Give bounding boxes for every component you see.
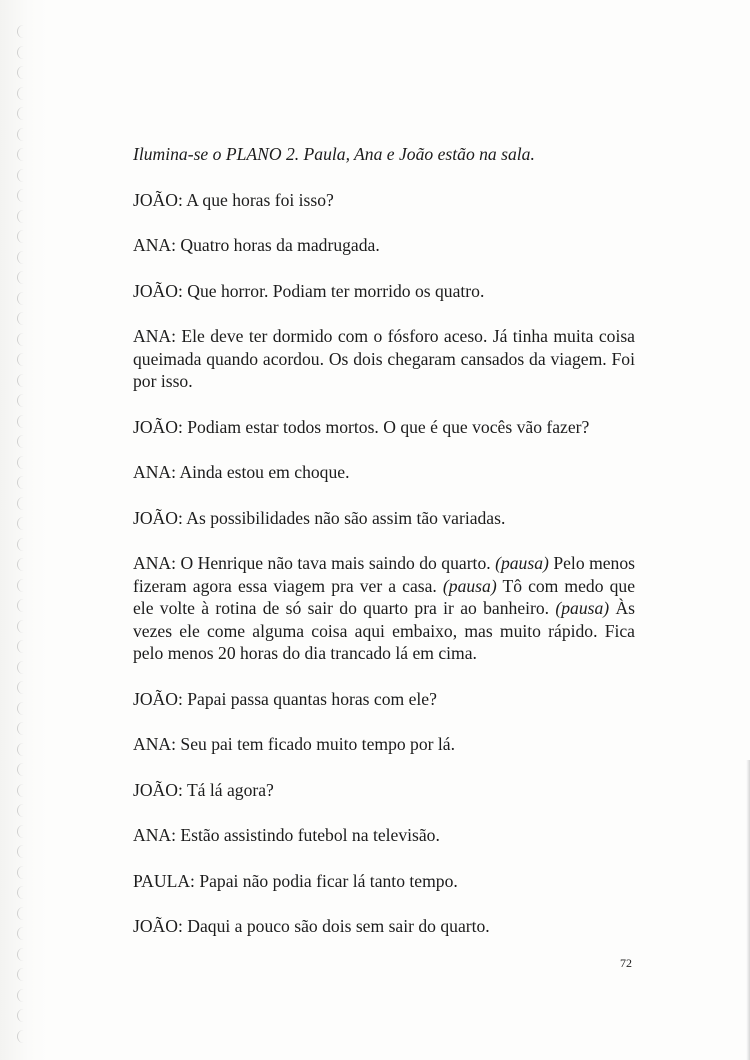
speaker-name: JOÃO:: [133, 189, 183, 210]
dialogue-line: [133, 733, 635, 756]
dialogue-line: [133, 552, 635, 665]
speaker-name: PAULA:: [133, 870, 195, 891]
binding-hole-mark: [17, 333, 27, 346]
speech-text: Tô com medo que ele volte à rotina de só sair do quarto pra ir ao banheiro.: [133, 575, 636, 618]
binding-hole-mark: [17, 538, 27, 551]
binding-hole-mark: [17, 968, 27, 981]
binding-hole-mark: [17, 743, 27, 756]
speaker-name: ANA:: [133, 553, 177, 573]
speaker-name: ANA:: [133, 235, 177, 255]
speech-text: Que horror. Podiam ter morrido os quatro.: [182, 280, 485, 301]
binding-margin: [0, 0, 48, 1060]
dialogue-line: [133, 416, 635, 439]
binding-hole-mark: [17, 517, 27, 530]
pause-direction: (pausa): [495, 553, 549, 573]
binding-hole-mark: [17, 230, 27, 243]
binding-hole-mark: [17, 25, 27, 38]
binding-hole-mark: [17, 620, 27, 633]
dialogue-line: [133, 870, 635, 893]
binding-hole-mark: [17, 886, 27, 899]
dialogue-line: [133, 234, 635, 257]
speech-text: Tá lá agora?: [182, 779, 274, 800]
dialogue-line: [133, 779, 635, 802]
speaker-name: ANA:: [133, 462, 177, 482]
dialogue-line: [133, 824, 635, 847]
binding-hole-mark: [17, 558, 27, 571]
binding-hole-mark: [17, 845, 27, 858]
speaker-name: JOÃO:: [133, 779, 183, 800]
speech-text: Às vezes ele come alguma coisa aqui embaixo, mas muito rápido. Fica pelo menos 20 horas do dia trancado lá em cima.: [133, 598, 635, 663]
dialogue-line: [133, 688, 635, 711]
stage-direction: Ilumina-se o PLANO 2. Paula, Ana e João estão na sala.: [133, 144, 535, 164]
speech-text: O Henrique não tava mais saindo do quarto.: [176, 553, 496, 573]
binding-hole-mark: [17, 989, 27, 1002]
binding-hole-mark: [17, 497, 27, 510]
binding-hole-mark: [17, 292, 27, 305]
speech-text: Papai não podia ficar lá tanto tempo.: [194, 870, 458, 891]
dialogue-list: [133, 189, 635, 938]
script-body: [133, 143, 635, 961]
dialogue-line: [133, 189, 635, 212]
dialogue-line: [133, 280, 635, 303]
speaker-name: ANA:: [133, 326, 177, 346]
binding-hole-mark: [17, 107, 27, 120]
binding-hole-mark: [17, 415, 27, 428]
speaker-name: JOÃO:: [133, 280, 183, 301]
speech-text: Pelo menos fizeram agora essa viagem pra ver a casa.: [133, 553, 636, 596]
speech-text: A que horas foi isso?: [182, 189, 334, 210]
binding-hole-mark: [17, 681, 27, 694]
binding-hole-mark: [17, 476, 27, 489]
binding-hole-mark: [17, 46, 27, 59]
binding-hole-mark: [17, 722, 27, 735]
binding-hole-mark: [17, 661, 27, 674]
binding-hole-mark: [17, 866, 27, 879]
speech-text: Seu pai tem ficado muito tempo por lá.: [176, 734, 456, 754]
binding-hole-mark: [17, 271, 27, 284]
binding-hole-mark: [17, 702, 27, 715]
dialogue-line: [133, 461, 635, 484]
binding-hole-mark: [17, 189, 27, 202]
binding-hole-mark: [17, 825, 27, 838]
page-number: 72: [620, 956, 632, 970]
binding-hole-mark: [17, 251, 27, 264]
binding-hole-mark: [17, 374, 27, 387]
binding-hole-mark: [17, 456, 27, 469]
speaker-name: ANA:: [133, 825, 177, 845]
speech-text: Podiam estar todos mortos. O que é que vocês vão fazer?: [182, 416, 590, 437]
speaker-name: ANA:: [133, 734, 177, 754]
binding-hole-mark: [17, 579, 27, 592]
speech-text: Estão assistindo futebol na televisão.: [176, 825, 440, 845]
binding-hole-mark: [17, 148, 27, 161]
binding-hole-mark: [17, 312, 27, 325]
dialogue-line: [133, 325, 635, 393]
binding-hole-mark: [17, 948, 27, 961]
binding-hole-mark: [17, 763, 27, 776]
pause-direction: (pausa): [555, 598, 610, 618]
binding-hole-mark: [17, 169, 27, 182]
binding-hole-mark: [17, 394, 27, 407]
speech-text: Papai passa quantas horas com ele?: [182, 688, 437, 709]
binding-hole-mark: [17, 128, 27, 141]
pause-direction: (pausa): [442, 575, 497, 596]
binding-hole-mark: [17, 927, 27, 940]
speech-text: Daqui a pouco são dois sem sair do quarto.: [182, 916, 490, 936]
speaker-name: JOÃO:: [133, 507, 183, 528]
binding-hole-mark: [17, 599, 27, 612]
dialogue-line: [133, 507, 635, 530]
speech-text: Ainda estou em choque.: [176, 462, 350, 482]
speaker-name: JOÃO:: [133, 416, 183, 437]
speaker-name: JOÃO:: [133, 916, 183, 936]
binding-hole-mark: [17, 1030, 27, 1043]
speech-text: Ele deve ter dormido com o fósforo aceso. Já tinha muita coisa queimada quando acordou. Os dois chegaram cansados da viagem. Foi por isso.: [133, 326, 635, 391]
binding-hole-mark: [17, 435, 27, 448]
speaker-name: JOÃO:: [133, 688, 183, 709]
binding-hole-mark: [17, 907, 27, 920]
binding-hole-mark: [17, 66, 27, 79]
binding-hole-mark: [17, 87, 27, 100]
binding-hole-mark: [17, 804, 27, 817]
binding-hole-mark: [17, 784, 27, 797]
dialogue-line: [133, 915, 635, 938]
binding-hole-mark: [17, 1009, 27, 1022]
speech-text: Quatro horas da madrugada.: [176, 235, 380, 255]
page-edge-shadow: [746, 760, 750, 1060]
speech-text: As possibilidades não são assim tão variadas.: [182, 507, 506, 528]
binding-hole-mark: [17, 640, 27, 653]
binding-hole-mark: [17, 353, 27, 366]
binding-hole-mark: [17, 210, 27, 223]
